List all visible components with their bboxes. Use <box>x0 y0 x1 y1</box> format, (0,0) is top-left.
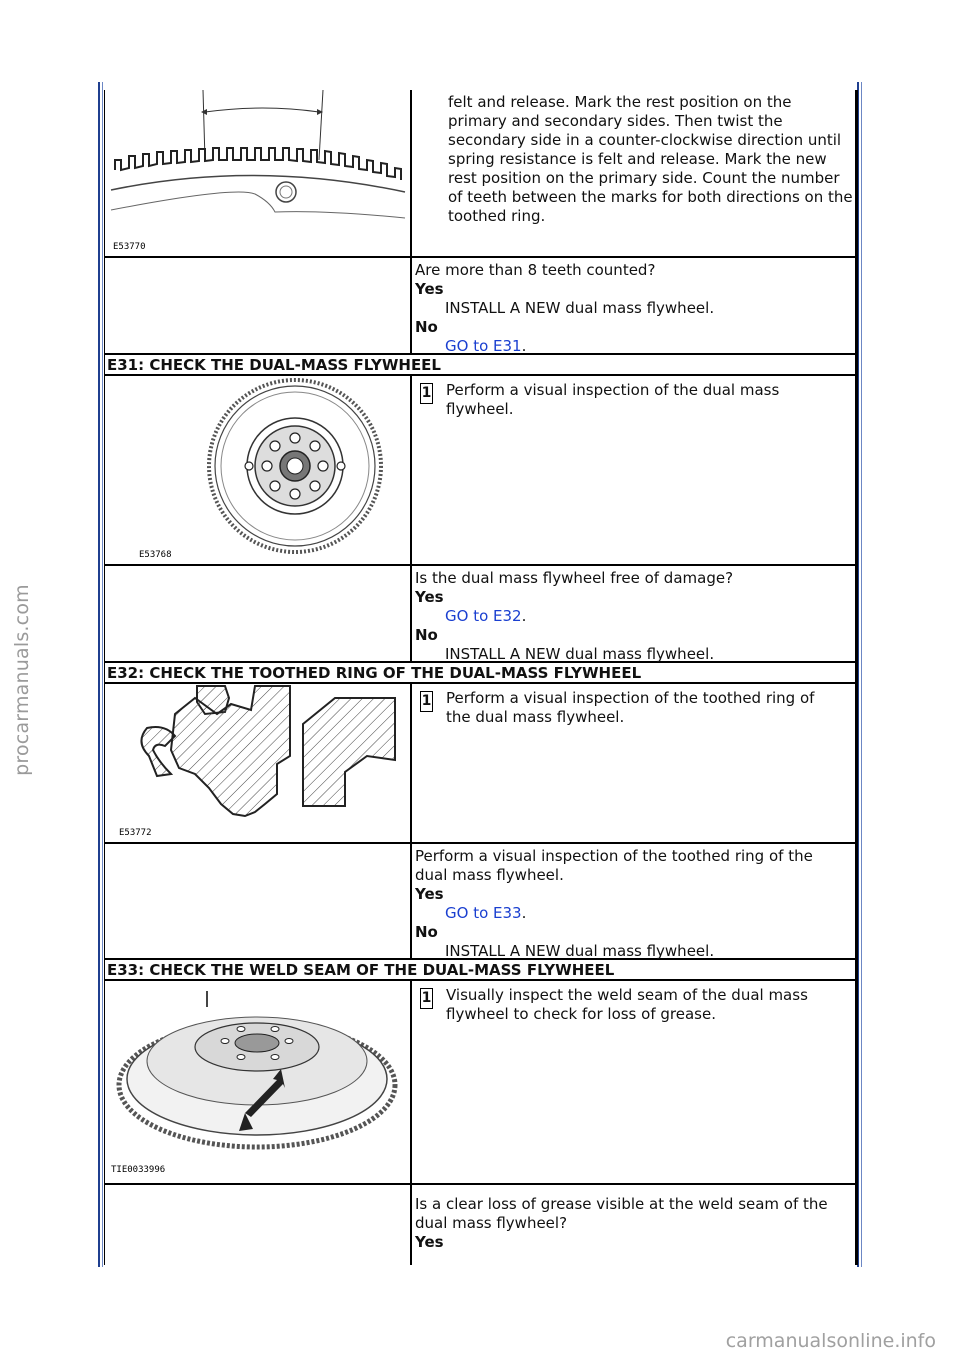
row-top-figure <box>105 90 855 258</box>
question-cell <box>412 1185 855 1265</box>
figure-toothed-ring-section <box>105 684 412 842</box>
no-label: No <box>415 626 438 644</box>
step-1 <box>415 984 855 1024</box>
goto-e31-link[interactable]: GO to E31 <box>445 337 522 355</box>
row-question-teeth <box>105 258 855 355</box>
side-watermark: procarmanuals.com <box>11 584 33 776</box>
step-cell <box>412 684 855 842</box>
question-cell <box>412 844 855 958</box>
empty-cell <box>105 566 412 661</box>
left-rail-thick <box>98 82 100 1267</box>
step-number: 1 <box>420 691 433 712</box>
step-text: Perform a visual inspection of the toothed ring of the dual mass flywheel. <box>446 689 815 726</box>
step-1 <box>415 687 855 727</box>
row-e32-question <box>105 844 855 960</box>
yes-action: INSTALL A NEW dual mass flywheel. <box>445 299 715 317</box>
question-text: Is a clear loss of grease visible at the weld seam of the dual mass flywheel? <box>415 1195 828 1232</box>
e33-header: E33: CHECK THE WELD SEAM OF THE DUAL-MASS FLYWHEEL <box>105 960 855 981</box>
figure-dual-mass-flywheel <box>105 376 412 564</box>
no-label: No <box>415 318 438 336</box>
figure-code: TIE0033996 <box>111 1165 166 1175</box>
step-text: Visually inspect the weld seam of the dual mass flywheel to check for loss of grease. <box>446 986 808 1023</box>
figure-weld-seam <box>105 981 412 1183</box>
bottom-watermark: carmanualsonline.info <box>725 1330 936 1352</box>
goto-e32-link[interactable]: GO to E32 <box>445 607 522 625</box>
instruction-cell <box>412 90 855 256</box>
no-label: No <box>415 923 438 941</box>
question-text: Is the dual mass flywheel free of damage? <box>415 569 734 587</box>
empty-cell <box>105 844 412 958</box>
empty-cell <box>105 1185 412 1265</box>
instruction-text: felt and release. Mark the rest position on the primary and secondary sides. Then twist the secondary side in a counter-clockwise direction until spring resistance is felt and release. Mark the new rest position on the primary side. Count the number of teeth between the marks for both directions on the toothed ring. <box>448 93 853 225</box>
step-1 <box>415 379 855 419</box>
step-number: 1 <box>420 988 433 1009</box>
no-action: INSTALL A NEW dual mass flywheel. <box>445 645 715 663</box>
yes-label: Yes <box>415 280 444 298</box>
row-e32-figure <box>105 684 855 844</box>
row-e31-question <box>105 566 855 663</box>
no-action: INSTALL A NEW dual mass flywheel. <box>445 942 715 960</box>
no-action: GO to E31. <box>445 337 527 355</box>
step-number: 1 <box>420 383 433 404</box>
yes-action: GO to E33. <box>445 904 527 922</box>
right-rail-thin <box>861 82 862 1267</box>
row-e31-figure <box>105 376 855 566</box>
empty-cell <box>105 258 412 353</box>
question-cell <box>412 258 855 353</box>
figure-toothed-ring-marks <box>105 90 412 256</box>
yes-action: GO to E32. <box>445 607 527 625</box>
diagnostic-table <box>104 90 858 1265</box>
yes-label: Yes <box>415 588 444 606</box>
row-e33-figure <box>105 981 855 1185</box>
step-cell <box>412 376 855 564</box>
question-text: Are more than 8 teeth counted? <box>415 261 656 279</box>
row-e33-question <box>105 1185 855 1265</box>
goto-e33-link[interactable]: GO to E33 <box>445 904 522 922</box>
figure-code: E53768 <box>139 550 172 560</box>
e31-header: E31: CHECK THE DUAL-MASS FLYWHEEL <box>105 355 855 376</box>
figure-code: E53770 <box>113 242 146 252</box>
yes-label: Yes <box>415 885 444 903</box>
step-cell <box>412 981 855 1183</box>
figure-code: E53772 <box>119 828 152 838</box>
question-text: Perform a visual inspection of the toothed ring of the dual mass flywheel. <box>415 847 813 884</box>
left-rail-thin <box>102 82 103 1267</box>
e32-header: E32: CHECK THE TOOTHED RING OF THE DUAL-MASS FLYWHEEL <box>105 663 855 684</box>
yes-label: Yes <box>415 1233 444 1251</box>
question-cell <box>412 566 855 661</box>
step-text: Perform a visual inspection of the dual mass flywheel. <box>446 381 780 418</box>
